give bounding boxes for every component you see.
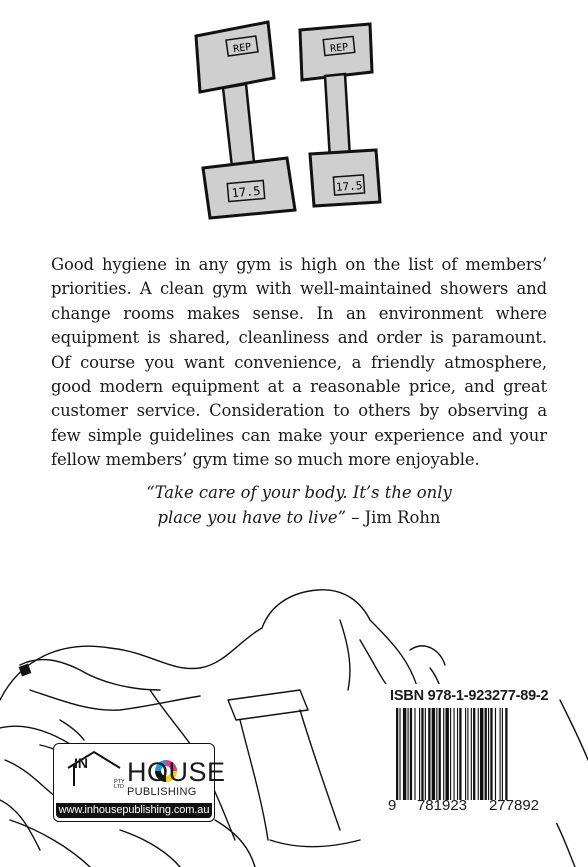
barcode-bar	[445, 708, 448, 800]
barcode-bar	[457, 708, 458, 800]
barcode-bar	[502, 708, 503, 800]
barcode-bar	[480, 708, 483, 800]
barcode-bar	[414, 708, 415, 800]
barcode-bar	[410, 708, 412, 800]
barcode-bar	[495, 708, 496, 800]
barcode-bar	[465, 708, 466, 800]
quote	[51, 480, 547, 530]
barcode-bar	[473, 708, 475, 800]
back-cover-blurb: Good hygiene in any gym is high on the list of members’ priorities. A clean gym with well-maintained showers and change rooms makes sense. In an environment where equipment is shared, cleanliness and order is paramount. Of course you want convenience, a friendly atmosphere, good modern equipment at a reasonable price, and great customer service. Consideration to others by observing a few simple guidelines can make your experience and your fellow members’ gym time so much more enjoyable.	[51, 255, 547, 470]
barcode-bar	[436, 708, 437, 800]
quote-attribution: – Jim Rohn	[345, 508, 441, 527]
barcode-bar	[443, 708, 444, 800]
barcode-bar	[500, 708, 501, 800]
dumbbell-left-top-label: REP	[232, 41, 253, 56]
barcode-bar	[471, 708, 472, 800]
barcode-bar	[450, 708, 451, 800]
logo-pty-text: PTY LTD	[114, 779, 125, 790]
barcode-bar	[403, 708, 406, 800]
barcode-bar	[425, 708, 426, 800]
isbn-digits	[388, 797, 556, 814]
barcode-bar	[432, 708, 435, 800]
barcode-bar	[428, 708, 430, 800]
barcode-bar	[505, 708, 507, 800]
logo-publishing-text: PUBLISHING	[127, 786, 197, 798]
barcode-bar	[467, 708, 468, 800]
logo-in-text: IN	[74, 755, 88, 771]
barcode-bar	[459, 708, 461, 800]
barcode-bar	[478, 708, 479, 800]
barcode-bar	[408, 708, 409, 800]
barcode-bar	[421, 708, 423, 800]
barcode-bar	[396, 708, 398, 800]
quote-line-2: place you have to live”	[157, 508, 346, 527]
isbn-digits-group1: 781923	[416, 797, 468, 814]
dumbbell-right-top-label: REP	[329, 42, 349, 55]
barcode-bar	[490, 708, 492, 800]
barcode-bar	[439, 708, 441, 800]
quote-line-1: “Take care of your body. It’s the only	[146, 483, 452, 502]
barcode-bar	[488, 708, 489, 800]
dumbbell-right-bottom-label: 17.5	[335, 179, 363, 194]
isbn-barcode-panel	[384, 684, 558, 823]
publisher-logo-box	[53, 743, 226, 822]
barcode-icon	[396, 708, 550, 800]
barcode-bar	[485, 708, 487, 800]
barcode-bar	[419, 708, 420, 800]
isbn-label: ISBN 978-1-923277-89-2	[390, 688, 549, 704]
isbn-digit-first: 9	[388, 797, 397, 814]
barcode-bar	[454, 708, 455, 800]
logo-house-text: HOUSE	[127, 757, 226, 787]
isbn-digits-group2: 277892	[488, 797, 540, 814]
dumbbell-left-icon	[196, 22, 295, 218]
barcode-bar	[399, 708, 400, 800]
dumbbell-right-icon	[300, 24, 380, 206]
publisher-url: www.inhousepublishing.com.au	[56, 803, 212, 818]
dumbbell-left-bottom-label: 17.5	[231, 183, 262, 201]
